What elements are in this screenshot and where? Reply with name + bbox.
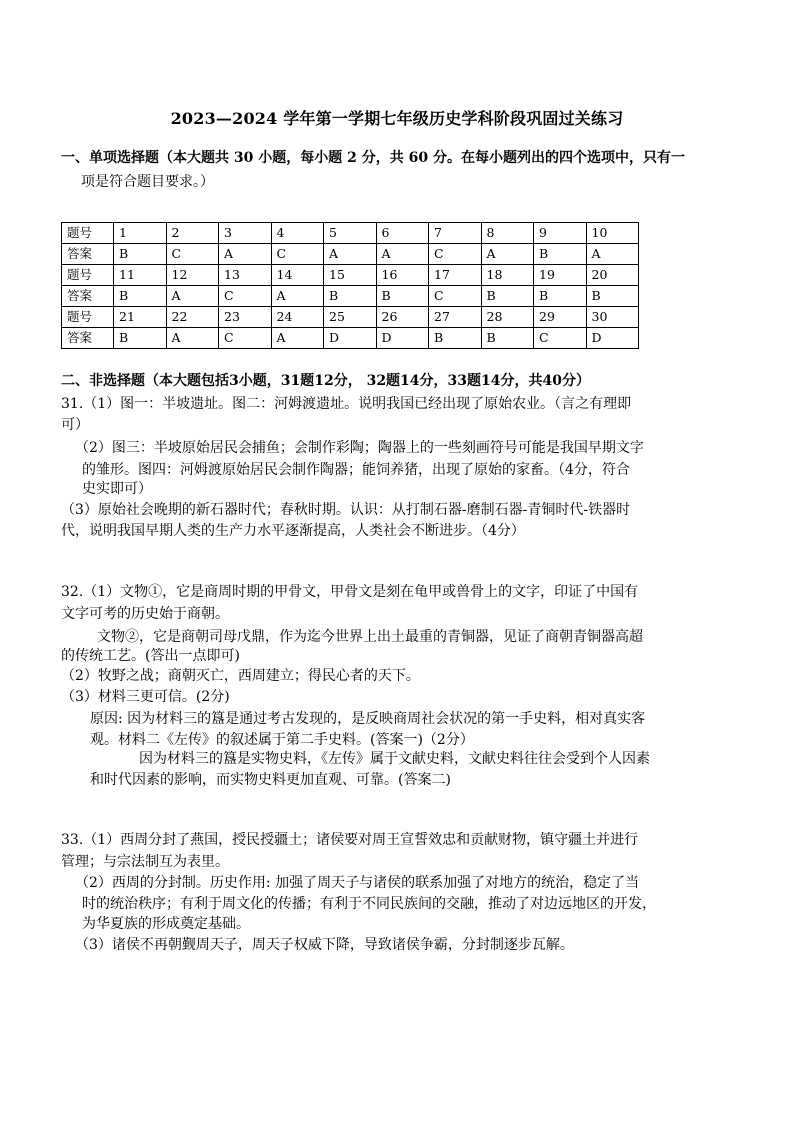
- table-cell: 1: [114, 223, 167, 244]
- page-title: 2023—2024 学年第一学期七年级历史学科阶段巩固过关练习: [170, 109, 624, 128]
- table-cell: 13: [219, 265, 272, 286]
- q32-line5: （2）牧野之战；商朝灭亡，西周建立；得民心者的天下。: [61, 668, 420, 684]
- q33-line4: 时的统治秩序；有利于周文化的传播；有利于不同民族间的交融，推动了对边远地区的开发，: [82, 896, 656, 912]
- table-row-header: 答案: [62, 244, 114, 265]
- q33-line3: （2）西周的分封制。历史作用: 加强了周天子与诸侯的联系加强了对地方的统治，稳定了当: [75, 875, 640, 891]
- table-cell: 17: [429, 265, 482, 286]
- section1-line1: 一、单项选择题（本大题共 30 小题，每小题 2 分，共 60 分。在每小题列出的四个选项中，只有一: [61, 150, 685, 166]
- table-row-header: 题号: [62, 223, 114, 244]
- table-cell: 14: [271, 265, 324, 286]
- table-cell: 9: [534, 223, 587, 244]
- table-cell: 5: [324, 223, 377, 244]
- table-cell: 2: [166, 223, 219, 244]
- table-cell: 16: [376, 265, 429, 286]
- table-cell: C: [219, 286, 272, 307]
- table-row-header: 题号: [62, 265, 114, 286]
- table-cell: A: [166, 328, 219, 349]
- table-cell: D: [324, 328, 377, 349]
- table-row-header: 答案: [62, 328, 114, 349]
- q32-line10: 和时代因素的影响，而实物史料更加直观、可靠。(答案二): [90, 772, 451, 788]
- table-cell: B: [586, 286, 639, 307]
- table-cell: 25: [324, 307, 377, 328]
- table-cell: B: [481, 328, 534, 349]
- q32-line8: 观。材料二《左传》的叙述属于第二手史料。(答案一)（2分）: [90, 732, 474, 748]
- table-cell: 20: [586, 265, 639, 286]
- table-cell: 10: [586, 223, 639, 244]
- table-cell: D: [376, 328, 429, 349]
- q31-line6: （3）原始社会晚期的新石器时代；春秋时期。认识：从打制石器-磨制石器-青铜时代-铁器时: [61, 502, 631, 518]
- q31-line4: 的雏形。图四：河姆渡原始居民会制作陶器；能饲养猪，出现了原始的家畜。（4分，符合: [82, 462, 630, 478]
- table-cell: 18: [481, 265, 534, 286]
- table-cell: A: [481, 244, 534, 265]
- table-cell: B: [114, 328, 167, 349]
- table-cell: C: [429, 244, 482, 265]
- table-cell: 22: [166, 307, 219, 328]
- table-cell: 11: [114, 265, 167, 286]
- q33-line6: （3）诸侯不再朝觐周天子，周天子权威下降，导致诸侯争霸，分封制逐步瓦解。: [75, 937, 574, 953]
- table-cell: 24: [271, 307, 324, 328]
- table-row: [62, 223, 639, 244]
- table-cell: C: [219, 328, 272, 349]
- table-cell: 4: [271, 223, 324, 244]
- q31-line2: 可）: [61, 417, 89, 433]
- table-cell: 26: [376, 307, 429, 328]
- table-cell: 21: [114, 307, 167, 328]
- table-cell: 7: [429, 223, 482, 244]
- table-row: [62, 286, 639, 307]
- table-cell: A: [271, 328, 324, 349]
- table-cell: D: [586, 328, 639, 349]
- q31-line1: 31.（1）图一：半坡遗址。图二：河姆渡遗址。说明我国已经出现了原始农业。（言之有理即: [61, 396, 632, 412]
- q31-line5: 史实即可）: [82, 481, 152, 497]
- table-cell: 12: [166, 265, 219, 286]
- table-cell: B: [324, 286, 377, 307]
- q33-line5: 为华夏族的形成奠定基础。: [82, 916, 250, 932]
- table-cell: B: [481, 286, 534, 307]
- answer-table: [61, 222, 639, 349]
- table-row: [62, 307, 639, 328]
- q33-line2: 管理；与宗法制互为表里。: [61, 854, 229, 870]
- table-cell: A: [586, 244, 639, 265]
- q32-line4: 的传统工艺。(答出一点即可): [61, 648, 240, 664]
- table-cell: B: [534, 244, 587, 265]
- table-cell: C: [271, 244, 324, 265]
- table-cell: 19: [534, 265, 587, 286]
- table-cell: B: [376, 286, 429, 307]
- q31-line7: 代，说明我国早期人类的生产力水平逐渐提高，人类社会不断进步。（4分）: [61, 523, 525, 539]
- q32-line2: 文字可考的历史始于商朝。: [61, 606, 229, 622]
- table-row: [62, 244, 639, 265]
- q33-line1: 33.（1）西周分封了燕国，授民授疆土；诸侯要对周王宣誓效忠和贡献财物，镇守疆土并进行: [61, 832, 639, 848]
- q32-line9: 因为材料三的簋是实物史料，《左传》属于文献史料，文献史料往往会受到个人因素: [139, 751, 650, 767]
- section1-line2: 项是符合题目要求。）: [81, 174, 214, 190]
- table-cell: B: [534, 286, 587, 307]
- table-cell: C: [429, 286, 482, 307]
- table-cell: A: [376, 244, 429, 265]
- table-row-header: 答案: [62, 286, 114, 307]
- table-cell: B: [114, 244, 167, 265]
- table-row-header: 题号: [62, 307, 114, 328]
- q32-line7: 原因: 因为材料三的簋是通过考古发现的，是反映商周社会状况的第一手史料，相对真实客: [90, 711, 646, 727]
- q32-line1: 32.（1）文物①，它是商周时期的甲骨文，甲骨文是刻在龟甲或兽骨上的文字，印证了中国有: [61, 584, 639, 600]
- table-cell: A: [271, 286, 324, 307]
- table-cell: B: [114, 286, 167, 307]
- table-cell: C: [166, 244, 219, 265]
- q31-line3: （2）图三：半坡原始居民会捕鱼；会制作彩陶；陶器上的一些刻画符号可能是我国早期文字: [75, 440, 644, 456]
- table-cell: 28: [481, 307, 534, 328]
- table-cell: 6: [376, 223, 429, 244]
- table-cell: 8: [481, 223, 534, 244]
- table-cell: C: [534, 328, 587, 349]
- table-cell: A: [219, 244, 272, 265]
- section2-heading: 二、非选择题（本大题包括3小题，31题12分， 32题14分，33题14分，共40分）: [61, 373, 590, 389]
- table-cell: B: [429, 328, 482, 349]
- table-cell: 3: [219, 223, 272, 244]
- table-cell: 27: [429, 307, 482, 328]
- table-cell: 29: [534, 307, 587, 328]
- table-cell: 30: [586, 307, 639, 328]
- table-row: [62, 265, 639, 286]
- q32-line3: 文物②，它是商朝司母戊鼎，作为迄今世界上出土最重的青铜器，见证了商朝青铜器高超: [97, 629, 643, 645]
- table-row: [62, 328, 639, 349]
- table-cell: 23: [219, 307, 272, 328]
- section1-heading: [61, 146, 685, 194]
- table-cell: A: [166, 286, 219, 307]
- table-cell: 15: [324, 265, 377, 286]
- table-cell: A: [324, 244, 377, 265]
- q32-line6: （3）材料三更可信。(2分): [61, 689, 230, 705]
